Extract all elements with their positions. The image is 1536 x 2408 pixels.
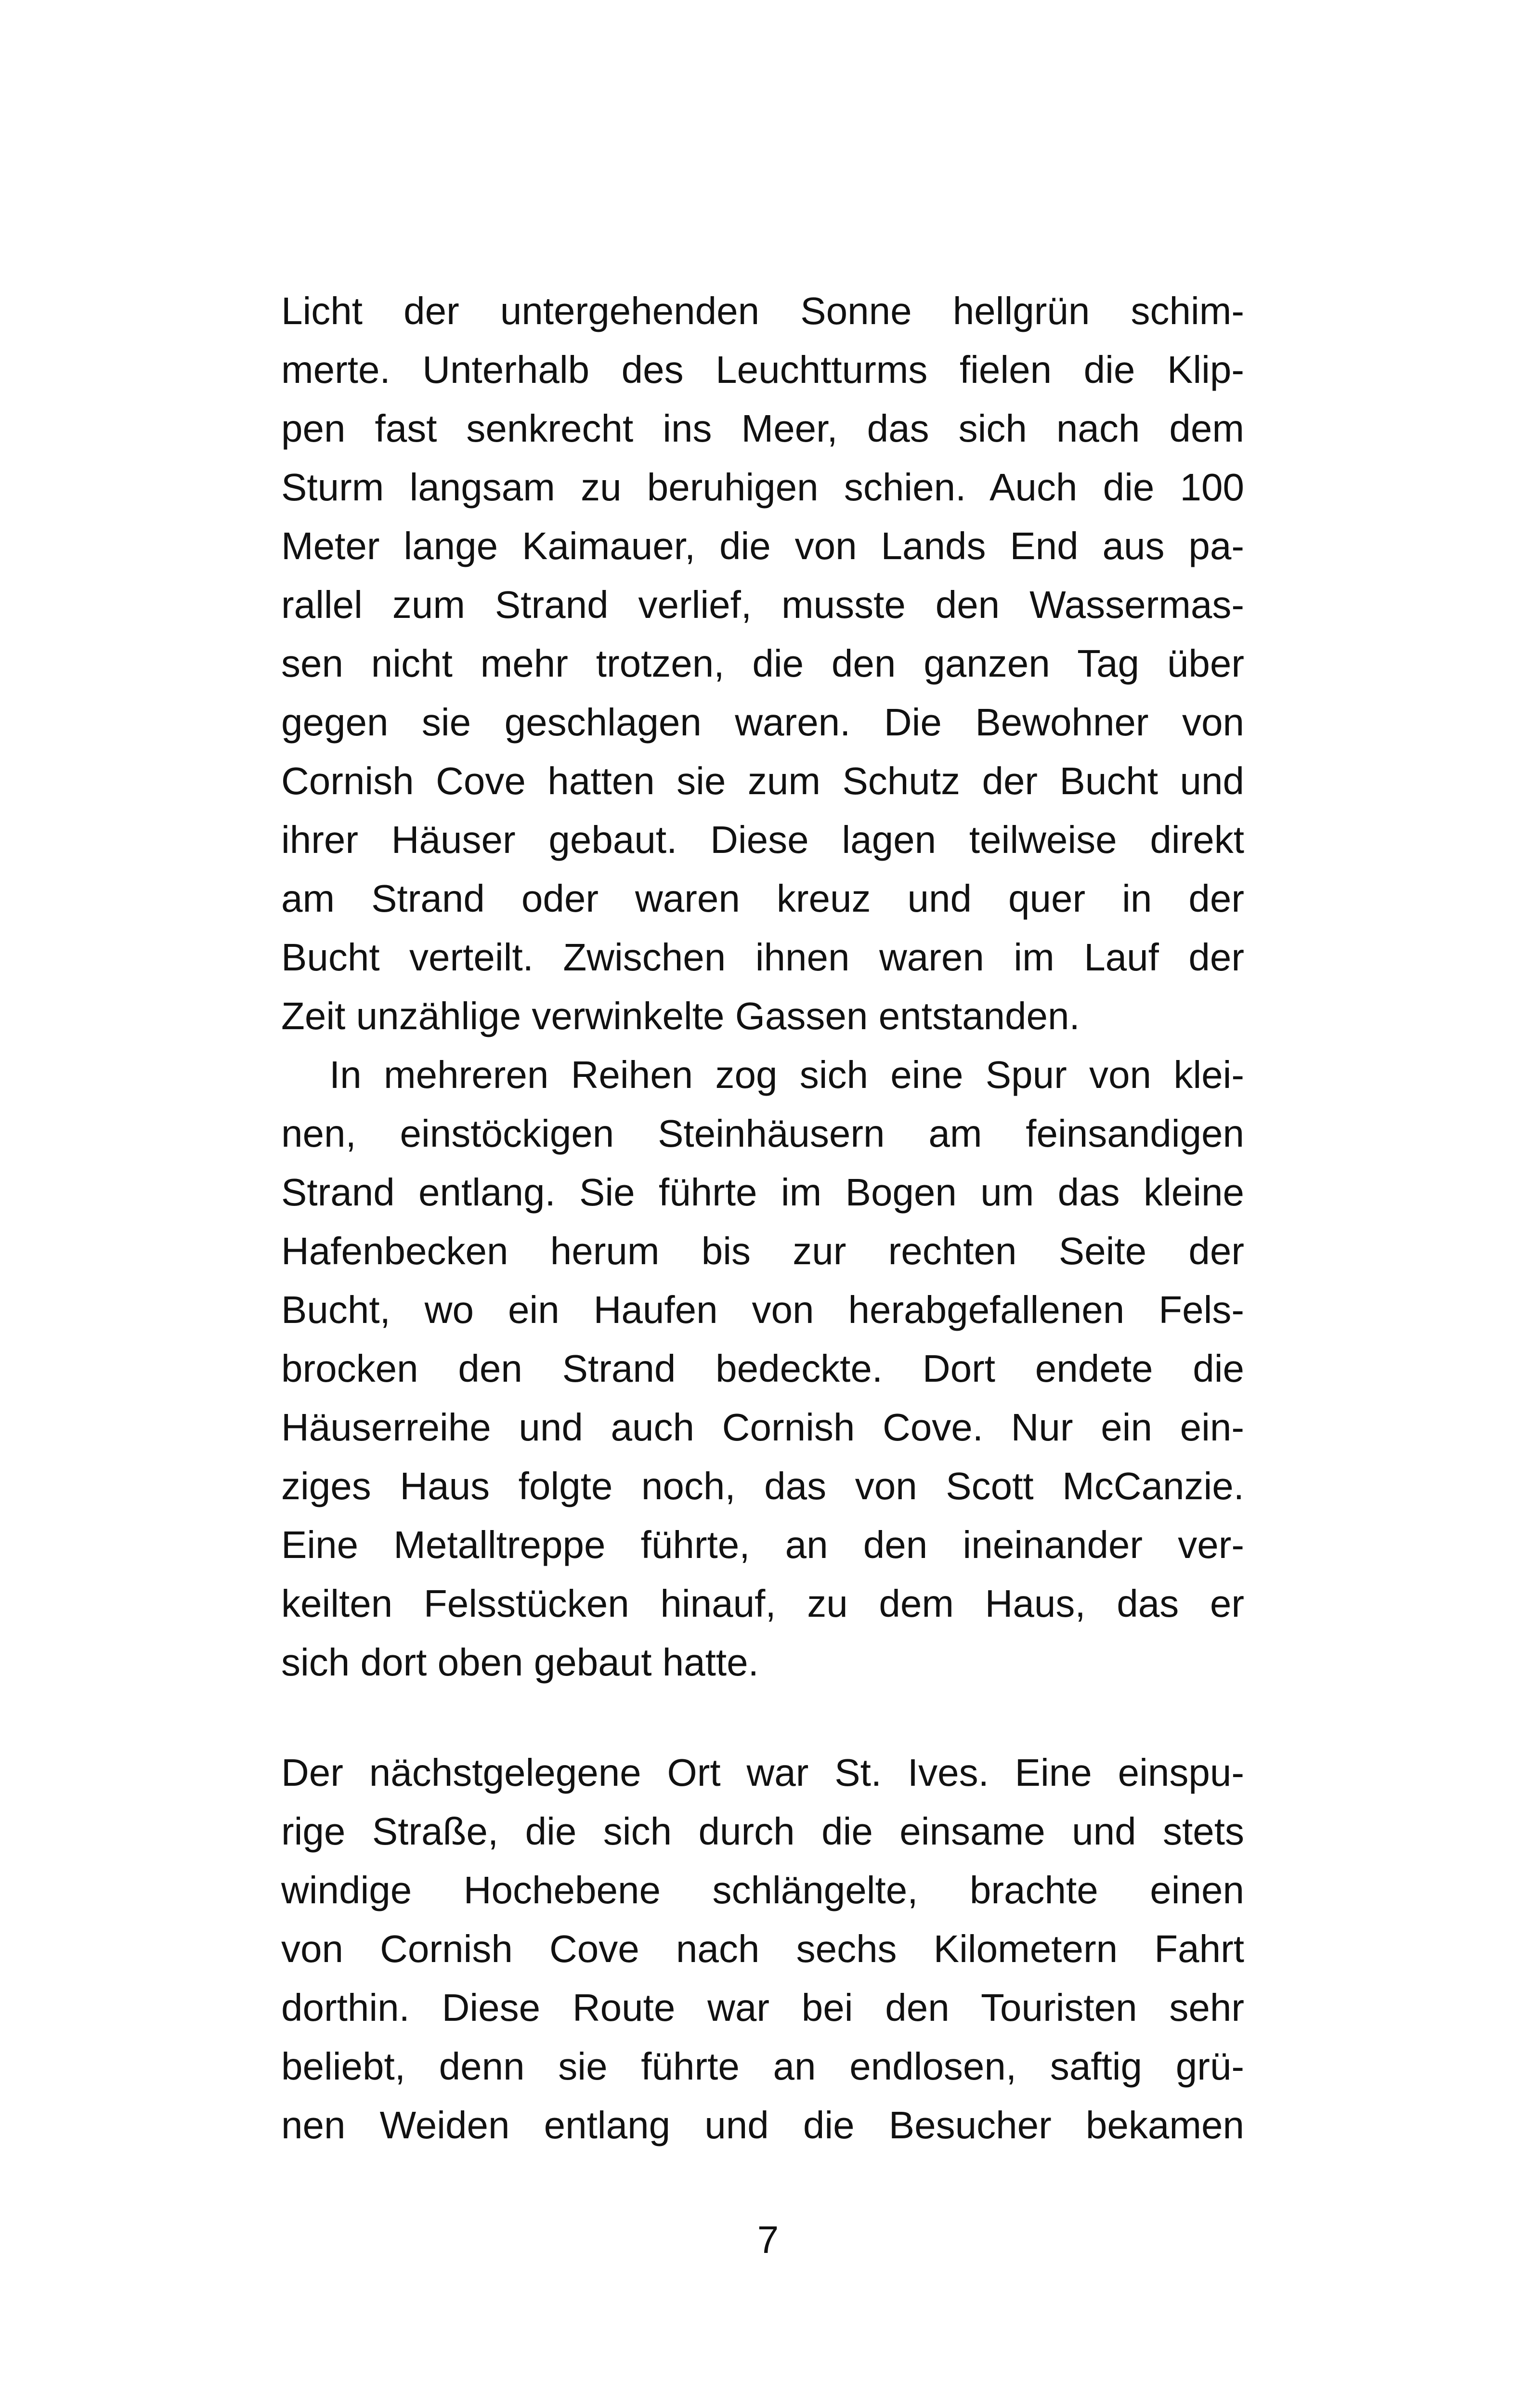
text-line: Bucht verteilt. Zwischen ihnen waren im Lauf der: [281, 936, 1244, 979]
text-section-1: [281, 282, 1244, 1692]
text-line: Strand entlang. Sie führte im Bogen um das kleine: [281, 1171, 1244, 1214]
text-line: sen nicht mehr trotzen, die den ganzen Tag über: [281, 642, 1244, 685]
text-line: nen Weiden entlang und die Besucher bekamen: [281, 2104, 1244, 2146]
text-line: windige Hochebene schlängelte, brachte einen: [281, 1869, 1244, 1911]
text-line: Hafenbecken herum bis zur rechten Seite der: [281, 1230, 1244, 1272]
text-line: Sturm langsam zu beruhigen schien. Auch die 100: [281, 466, 1244, 509]
text-line: pen fast senkrecht ins Meer, das sich nach dem: [281, 407, 1244, 450]
text-line: Cornish Cove hatten sie zum Schutz der Bucht und: [281, 759, 1244, 802]
text-line: Häuserreihe und auch Cornish Cove. Nur ein ein-: [281, 1406, 1244, 1449]
page-number: 7: [757, 2218, 779, 2261]
text-line: Bucht, wo ein Haufen von herabgefallenen Fels-: [281, 1288, 1244, 1331]
text-line: am Strand oder waren kreuz und quer in der: [281, 877, 1244, 920]
text-line: gegen sie geschlagen waren. Die Bewohner von: [281, 701, 1244, 744]
text-line: keilten Felsstücken hinauf, zu dem Haus, das er: [281, 1582, 1244, 1625]
text-line: merte. Unterhalb des Leuchtturms fielen die Klip-: [281, 348, 1244, 391]
text-section-2: [281, 1743, 1244, 2155]
paragraph-2: [281, 1046, 1244, 1692]
text-line: Zeit unzählige verwinkelte Gassen entstanden.: [281, 995, 1080, 1037]
text-line: beliebt, denn sie führte an endlosen, saftig grü-: [281, 2045, 1244, 2088]
text-line: sich dort oben gebaut hatte.: [281, 1641, 759, 1684]
text-line: Meter lange Kaimauer, die von Lands End aus pa-: [281, 524, 1244, 567]
text-line: brocken den Strand bedeckte. Dort endete die: [281, 1347, 1244, 1390]
text-line: rige Straße, die sich durch die einsame und stets: [281, 1810, 1244, 1853]
text-line: ihrer Häuser gebaut. Diese lagen teilweise direkt: [281, 818, 1244, 861]
text-line: dorthin. Diese Route war bei den Touristen sehr: [281, 1986, 1244, 2029]
text-line: Licht der untergehenden Sonne hellgrün schim-: [281, 289, 1244, 332]
text-line: Eine Metalltreppe führte, an den ineinander ver-: [281, 1523, 1244, 1566]
paragraph-3: [281, 1743, 1244, 2155]
paragraph-1: [281, 282, 1244, 1046]
text-line: nen, einstöckigen Steinhäusern am feinsandigen: [281, 1112, 1244, 1155]
text-line: ziges Haus folgte noch, das von Scott McCanzie.: [281, 1465, 1244, 1507]
text-line: rallel zum Strand verlief, musste den Wassermas-: [281, 583, 1244, 626]
text-line: In mehreren Reihen zog sich eine Spur von klei-: [329, 1053, 1244, 1096]
text-line: von Cornish Cove nach sechs Kilometern Fahrt: [281, 1927, 1244, 1970]
text-line: Der nächstgelegene Ort war St. Ives. Eine einspu-: [281, 1751, 1244, 1794]
